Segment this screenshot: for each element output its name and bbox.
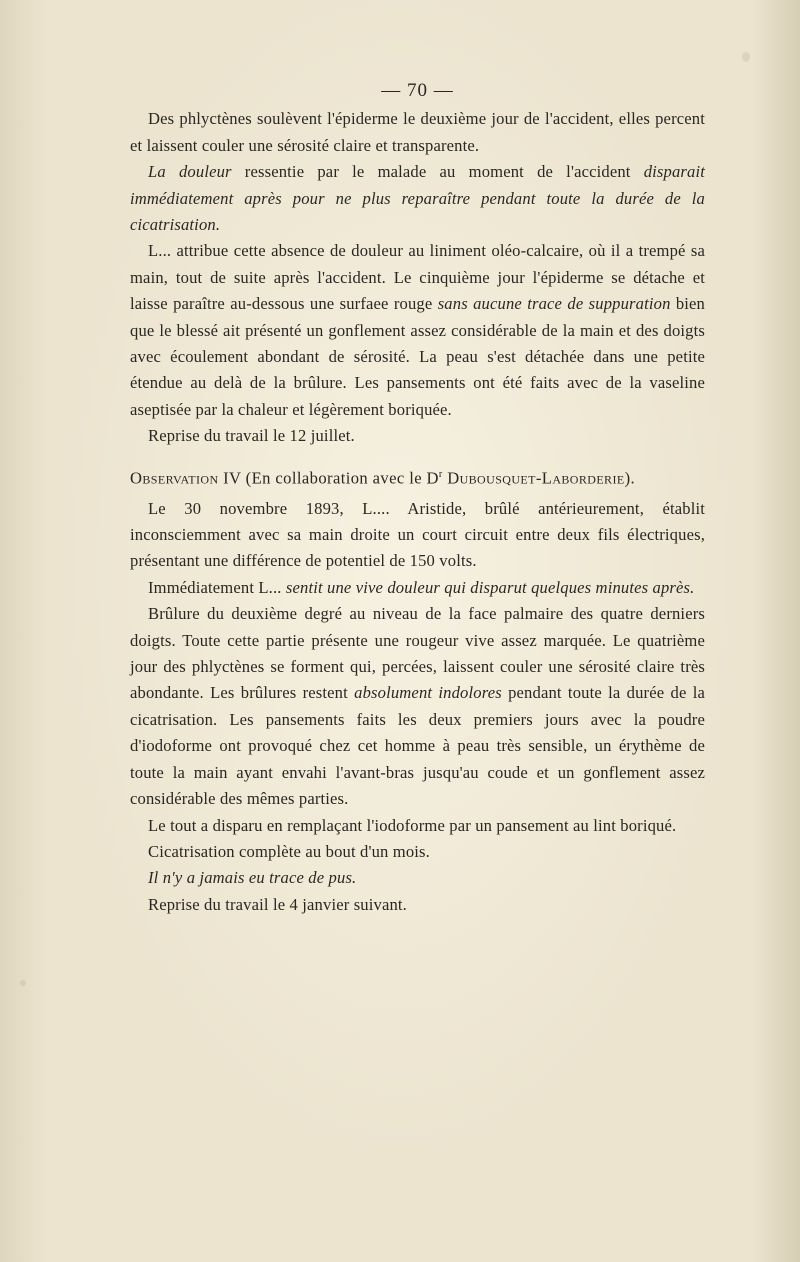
paper-stain bbox=[20, 980, 26, 986]
paragraph bbox=[130, 813, 705, 839]
paper-stain bbox=[742, 52, 750, 62]
paragraph bbox=[130, 575, 705, 601]
paragraph bbox=[130, 601, 705, 812]
observation-close: ). bbox=[624, 468, 636, 488]
paragraph bbox=[130, 159, 705, 238]
paragraph-text: Immédiatement L... bbox=[148, 577, 286, 597]
paragraph bbox=[130, 892, 705, 918]
paragraph bbox=[130, 839, 705, 865]
doctor-abbrev-sup: r bbox=[438, 468, 443, 480]
italic-text: disparait immédiatement après pour ne plus reparaître pendant toute la durée de la cicatrisation. bbox=[130, 162, 705, 235]
paragraph-text: Reprise du travail le 4 janvier suivant. bbox=[148, 894, 407, 914]
observation-heading bbox=[130, 462, 705, 492]
paragraph-text: Brûlure du deuxième degré au niveau de la face palmaire des quatre derniers doigts. Toute cette partie présente une rougeur vive assez marquée. Le quatrième jour des phlyctènes se forment qui, percées, laissent couler une sérosité claire très abondante. Les brûlures restent bbox=[130, 604, 705, 703]
paragraph bbox=[130, 238, 705, 423]
paragraph-text: Le tout a disparu en remplaçant l'iodoforme par un pansement au lint boriqué. bbox=[148, 815, 677, 835]
paragraph-text: ressentie par le malade au moment de l'accident bbox=[231, 162, 644, 182]
observation-label: Observation bbox=[130, 468, 219, 488]
italic-text: Il n'y a jamais eu trace de pus. bbox=[148, 868, 357, 888]
paragraph bbox=[130, 423, 705, 449]
paragraph-text: Reprise du travail le 12 juillet. bbox=[148, 426, 355, 446]
paragraph-text: pendant toute la durée de la cicatrisation. Les pansements faits les deux premiers jours avec la poudre d'iodoforme ont provoqué chez cet homme à peau très sensible, un érythème de toute la main ayant envahi l'avant-bras jusqu'au coude et un gonflement assez considérable des mêmes parties. bbox=[130, 683, 705, 809]
observation-number: IV (En collaboration avec le D bbox=[218, 468, 439, 488]
paragraph bbox=[130, 865, 705, 891]
paragraph bbox=[130, 106, 705, 159]
paragraph-text: bien que le blessé ait présenté un gonflement assez considérable de la main et des doigts avec écoulement abondant de sérosité. La peau s'est détachée dans une petite étendue au delà de la brûlure. Les pansements ont été faits avec de la vaseline aseptisée par la chaleur et légèrement boriquée. bbox=[130, 294, 705, 419]
italic-text: absolument indolores bbox=[354, 683, 502, 703]
page-text bbox=[130, 78, 705, 918]
paragraph-text: Cicatrisation complète au bout d'un mois. bbox=[148, 841, 430, 861]
paragraph-text: Le 30 novembre 1893, L.... Aristide, brûlé antérieurement, établit inconsciemment avec sa main droite un court circuit entre deux fils électriques, présentant une différence de potentiel de 150 volts. bbox=[130, 498, 705, 571]
italic-text: sentit une vive douleur qui disparut quelques minutes après. bbox=[285, 577, 695, 597]
page-number: — 70 — bbox=[381, 80, 454, 101]
italic-text: sans aucune trace de suppuration bbox=[437, 294, 671, 314]
paragraph-text: Des phlyctènes soulèvent l'épiderme le deuxième jour de l'accident, elles percent et laissent couler une sérosité claire et transparente. bbox=[130, 109, 705, 155]
paragraph bbox=[130, 496, 705, 575]
observation-author: Dubousquet-Laborderie bbox=[442, 468, 625, 488]
italic-text: La douleur bbox=[148, 162, 232, 182]
paragraph-text: L... attribue cette absence de douleur au liniment oléo-calcaire, où il a trempé sa main, tout de suite après l'accident. Le cinquième jour l'épiderme se détache et laisse paraître au-dessous une surfaee rouge bbox=[130, 241, 705, 314]
